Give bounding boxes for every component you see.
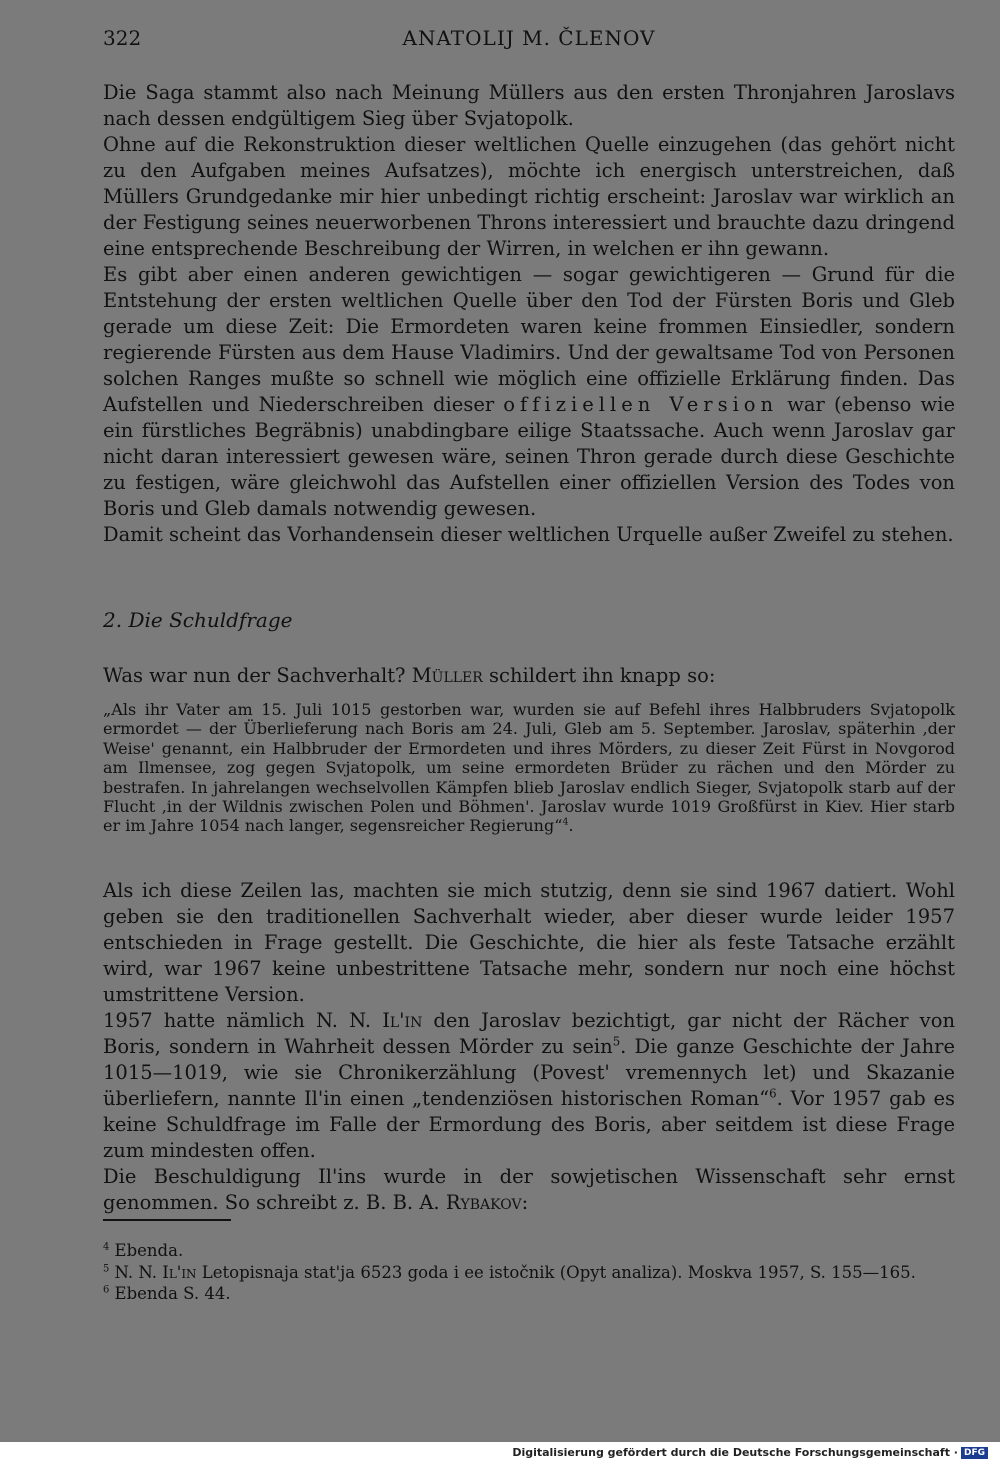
quote-end: . — [568, 816, 574, 836]
paragraph-text: . Vor 1957 gab es keine Schuldfrage im Falle der Ermordung des Boris, aber seitdem ist diese Frage zum mindesten offen. — [103, 1087, 955, 1162]
quote-text: „Als ihr Vater am 15. Juli 1015 gestorben war, wurden sie auf Befehl ihres Halbbruders Svjatopolk ermordet — der Überlieferung nach Boris am 24. Juli, Gleb am 5. September. Jaroslav, späterhin ‚der Weise' genannt, ein Halbbruder der Ermordeten und ihres Mörders, zu dieser Zeit Fürst in Novgorod am Ilmensee, zog gegen Svjatopolk, um seine ermordeten Brüder zu rächen und den Mörder zu bestrafen. In jahrelangen wechselvollen Kämpfen blieb Jaroslav endlich Sieger, Svjatopolk starb auf der Flucht ‚in der Wildnis zwischen Polen und Böhmen'. Jaroslav wurde 1019 Großfürst in Kiev. Hier starb er im Jahre 1054 nach langer, segensreicher Regierung“ — [103, 700, 955, 836]
footnote-ref[interactable]: 4 — [562, 817, 569, 829]
author-name: Il'in — [382, 1009, 423, 1032]
paragraph — [103, 1008, 955, 1164]
emphasized-text: offiziellen Version — [503, 393, 779, 416]
body-text-section-1 — [103, 80, 955, 548]
footnote — [103, 1262, 955, 1284]
paragraph-text: . Die ganze Geschichte der Jahre 1015—1019, wie sie Chronikerzählung (Povest' vremennych let) und Skazanie überliefern, nannte Il'in einen „tendenziösen historischen Roman“ — [103, 1035, 955, 1110]
paragraph-text: den Jaroslav bezichtigt, gar nicht der Rächer von Boris, sondern in Wahrheit dessen Mörder zu sein — [103, 1009, 956, 1058]
intro-text: Was war nun der Sachverhalt? — [103, 664, 412, 687]
intro-text: schildert ihn knapp so: — [482, 664, 716, 687]
footnotes — [103, 1240, 955, 1305]
body-text-section-2 — [103, 878, 955, 1216]
footnote-divider — [103, 1219, 231, 1221]
paragraph: Die Saga stammt also nach Meinung Müllers aus den ersten Thronjahren Jaroslavs nach dessen endgültigem Sieg über Svjatopolk. — [103, 81, 955, 130]
section-heading: 2. Die Schuldfrage — [103, 608, 293, 632]
author-name: Müller — [411, 664, 483, 687]
paragraph — [103, 1164, 955, 1216]
paragraph: Als ich diese Zeilen las, machten sie mich stutzig, denn sie sind 1967 datiert. Wohl geben sie den traditionellen Sachverhalt wieder, aber dieser wurde leider 1957 entschieden in Frage gestellt. Die Geschichte, die hier als feste Tatsache erzählt wird, war 1967 keine unbestrittene Tatsache mehr, sondern nur noch eine höchst umstrittene Version. — [103, 879, 955, 1006]
footnote-text: Letopisnaja stat'ja 6523 goda i ee istočnik (Opyt analiza). Moskva 1957, S. 155—165. — [196, 1262, 916, 1282]
paragraph — [103, 262, 955, 522]
author-name: Il'in — [162, 1262, 197, 1282]
footnote-ref[interactable]: 5 — [612, 1034, 621, 1049]
paragraph — [103, 132, 955, 262]
author-name: Rybakov — [445, 1191, 522, 1214]
footnote — [103, 1240, 955, 1262]
paragraph-text: 1957 hatte nämlich N. N. — [103, 1009, 383, 1032]
section-intro — [103, 664, 955, 687]
paragraph-text: Es gibt aber einen anderen gewichtigen — sogar gewichtigeren — Grund für die Entstehung der ersten weltlichen Quelle über den Tod der Fürsten Boris und Gleb gerade um diese Zeit: Die Ermordeten waren keine frommen Einsiedler, sondern regierende Fürsten aus dem Hause Vladimirs. Und der gewaltsame Tod von Personen solchen Ranges mußte so schnell wie möglich eine offizielle Erklärung finden. Das Aufstellen und Niederschreiben dieser — [103, 263, 955, 416]
footnote-ref[interactable]: 6 — [769, 1086, 777, 1101]
paragraph-text: : — [521, 1191, 529, 1214]
dfg-logo-icon[interactable]: DFG — [961, 1447, 988, 1459]
quote-paragraph — [103, 700, 955, 836]
paragraph-text: Ohne auf die Rekonstruktion dieser weltlichen Quelle einzugehen (das gehört nicht zu den Aufgaben meines Aufsatzes), möchte ich energisch unterstreichen, daß Müllers Grundgedanke mir hier unbedingt richtig erscheint: Jaroslav war wirklich an der Festigung seines neuerworbenen Throns interessiert und brauchte dazu dringend eine entsprechende Beschreibung der Wirren, in welchen er ihn gewann. — [103, 133, 955, 260]
footnote-number: 6 — [103, 1284, 110, 1296]
funding-text: Digitalisierung gefördert durch die Deutsche Forschungsgemeinschaft · — [512, 1446, 958, 1459]
footnote-text: N. N. — [109, 1262, 163, 1282]
running-head: ANATOLIJ M. ČLENOV — [402, 26, 656, 50]
paragraph: Damit scheint das Vorhandensein dieser weltlichen Urquelle außer Zweifel zu stehen. — [103, 523, 954, 546]
footnote-text: Ebenda. — [109, 1241, 184, 1260]
page-number: 322 — [103, 26, 142, 50]
footnote-number: 4 — [103, 1241, 110, 1253]
funding-footer — [512, 1446, 988, 1459]
block-quote — [103, 700, 955, 836]
footnote-number: 5 — [103, 1263, 110, 1274]
footnote-text: Ebenda S. 44. — [109, 1284, 231, 1303]
paragraph-text: war (ebenso wie ein fürstliches Begräbnis) unabdingbare eilige Staatssache. Auch wenn Jaroslav gar nicht daran interessiert gewesen wäre, seinen Thron gerade durch diese Geschichte zu festigen, wäre gleichwohl das Aufstellen einer offiziellen Version des Todes von Boris und Gleb damals notwendig gewesen. — [103, 393, 955, 520]
page-header — [103, 26, 955, 56]
paragraph-text: Die Beschuldigung Il'ins wurde in der sowjetischen Wissenschaft sehr ernst genommen. So schreibt z. B. B. A. — [103, 1165, 955, 1214]
footnote — [103, 1283, 955, 1305]
